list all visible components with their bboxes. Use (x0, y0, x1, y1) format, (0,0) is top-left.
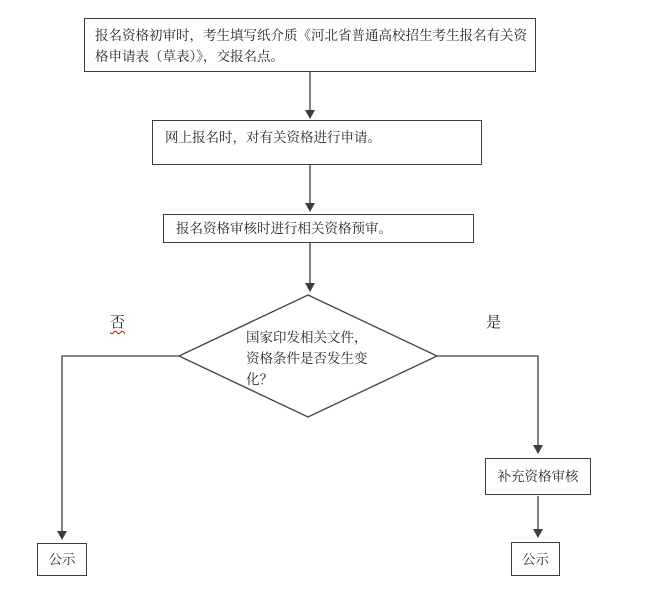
process-node-supplement-review: 补充资格审核 (485, 458, 591, 495)
process-node-initial-review: 报名资格初审时，考生填写纸介质《河北省普通高校招生考生报名有关资格申请表（草表）》，交报名点。 (84, 18, 536, 72)
decision-node-text: 国家印发相关文件，资格条件是否发生变化？ (246, 330, 368, 387)
process-node-publicity-right: 公示 (511, 542, 560, 576)
branch-label-no: 否 (110, 314, 126, 331)
connector-yes-branch (437, 356, 538, 453)
process-node-publicity-left: 公示 (37, 543, 87, 576)
branch-label-yes: 是 (486, 314, 502, 331)
process-node-online-registration: 网上报名时，对有关资格进行申请。 (152, 120, 482, 165)
process-node-qualification-preliminary-review: 报名资格审核时进行相关资格预审。 (163, 214, 474, 243)
connector-no-branch (62, 356, 179, 539)
